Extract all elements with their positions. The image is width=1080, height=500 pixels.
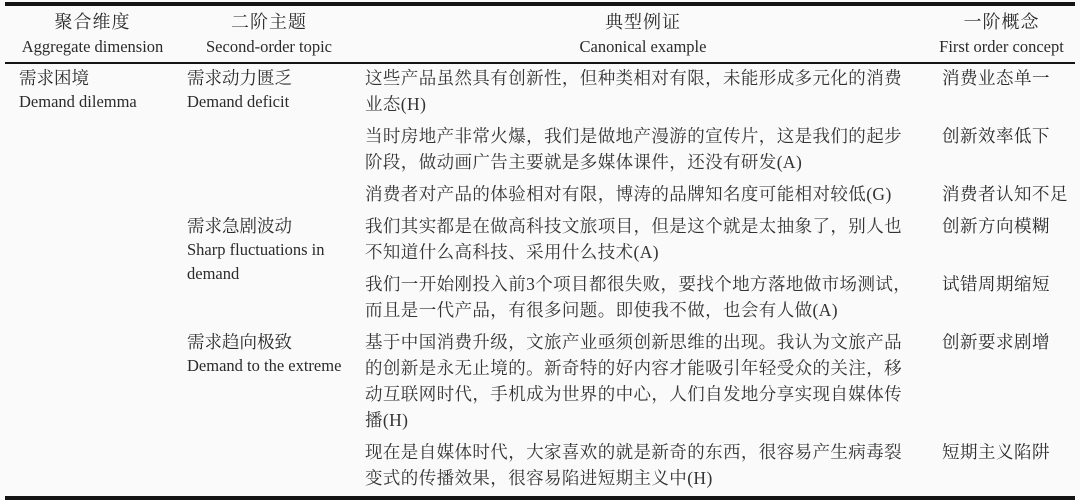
topic-zh: 需求急剧波动	[187, 216, 292, 236]
example-text: 现在是自媒体时代，大家喜欢的就是新奇的东西，很容易产生病毒裂变式的传播效果，很容易陷进短期主义中(H)	[365, 442, 902, 488]
header-first-order-concept-zh: 一阶概念	[963, 12, 1040, 32]
header-aggregate-dimension-en: Aggregate dimension	[21, 37, 164, 56]
topic-cell-demand-deficit	[180, 63, 358, 212]
header-aggregate-dimension-zh: 聚合维度	[54, 12, 131, 32]
concept-cell	[928, 212, 1075, 270]
example-text: 基于中国消费升级，文旅产业亟须创新思维的出现。我认为文旅产品的创新是永无止境的。新奇特的好内容才能吸引年轻受众的关注，移动互联网时代，手机成为世界的中心，人们自发地分享实现自媒体传播(H)	[365, 332, 902, 430]
example-text: 当时房地产非常火爆，我们是做地产漫游的宣传片，这是我们的起步阶段，做动画广告主要就是多媒体课件，还没有研发(A)	[365, 126, 902, 172]
topic-cell-demand-extreme	[180, 328, 358, 498]
example-text: 我们一开始刚投入前3个项目都很失败，要找个地方落地做市场测试，而且是一代产品，有很多问题。即使我不做，也会有人做(A)	[365, 274, 912, 320]
aggregate-dimension-cell	[5, 63, 180, 498]
concept-text: 消费者认知不足	[942, 184, 1068, 204]
header-second-order-topic	[180, 4, 358, 63]
dimension-zh: 需求困境	[19, 68, 89, 88]
topic-en: Demand deficit	[187, 92, 290, 111]
paper-table	[5, 2, 1075, 500]
concept-text: 创新效率低下	[942, 126, 1050, 146]
table-header	[5, 4, 1075, 63]
example-text: 消费者对产品的体验相对有限，博涛的品牌知名度可能相对较低(G)	[365, 184, 892, 204]
header-canonical-example	[358, 4, 928, 63]
concept-text: 创新方向模糊	[942, 216, 1050, 236]
header-canonical-example-zh: 典型例证	[605, 12, 681, 32]
example-cell	[358, 180, 928, 212]
topic-cell-sharp-fluctuations	[180, 212, 358, 328]
concept-text: 消费业态单一	[942, 68, 1050, 88]
example-cell	[358, 328, 928, 438]
coding-structure-table	[5, 2, 1075, 500]
concept-text: 短期主义陷阱	[942, 442, 1050, 462]
example-text: 这些产品虽然具有创新性，但种类相对有限，未能形成多元化的消费业态(H)	[365, 68, 902, 114]
topic-en: Sharp fluctuations in demand	[187, 240, 325, 283]
example-cell	[358, 122, 928, 180]
table-body	[5, 63, 1075, 498]
concept-text: 试错周期缩短	[942, 274, 1050, 294]
header-second-order-topic-zh: 二阶主题	[231, 12, 307, 32]
concept-text: 创新要求剧增	[942, 332, 1050, 352]
header-second-order-topic-en: Second-order topic	[206, 37, 332, 56]
example-cell	[358, 212, 928, 270]
example-text: 我们其实都是在做高科技文旅项目，但是这个就是太抽象了，别人也不知道什么高科技、采用什么技术(A)	[365, 216, 902, 262]
topic-en: Demand to the extreme	[187, 356, 342, 375]
concept-cell	[928, 270, 1075, 328]
topic-zh: 需求动力匮乏	[187, 68, 292, 88]
dimension-en: Demand dilemma	[19, 92, 137, 111]
header-first-order-concept-en: First order concept	[939, 37, 1064, 56]
concept-cell	[928, 328, 1075, 438]
concept-cell	[928, 438, 1075, 498]
example-cell	[358, 438, 928, 498]
concept-cell	[928, 180, 1075, 212]
header-row	[5, 4, 1075, 63]
header-canonical-example-en: Canonical example	[579, 37, 707, 56]
example-cell	[358, 63, 928, 122]
concept-cell	[928, 63, 1075, 122]
header-aggregate-dimension	[5, 4, 180, 63]
table-row	[5, 63, 1075, 122]
example-cell	[358, 270, 928, 328]
header-first-order-concept	[928, 4, 1075, 63]
topic-zh: 需求趋向极致	[187, 332, 292, 352]
concept-cell	[928, 122, 1075, 180]
